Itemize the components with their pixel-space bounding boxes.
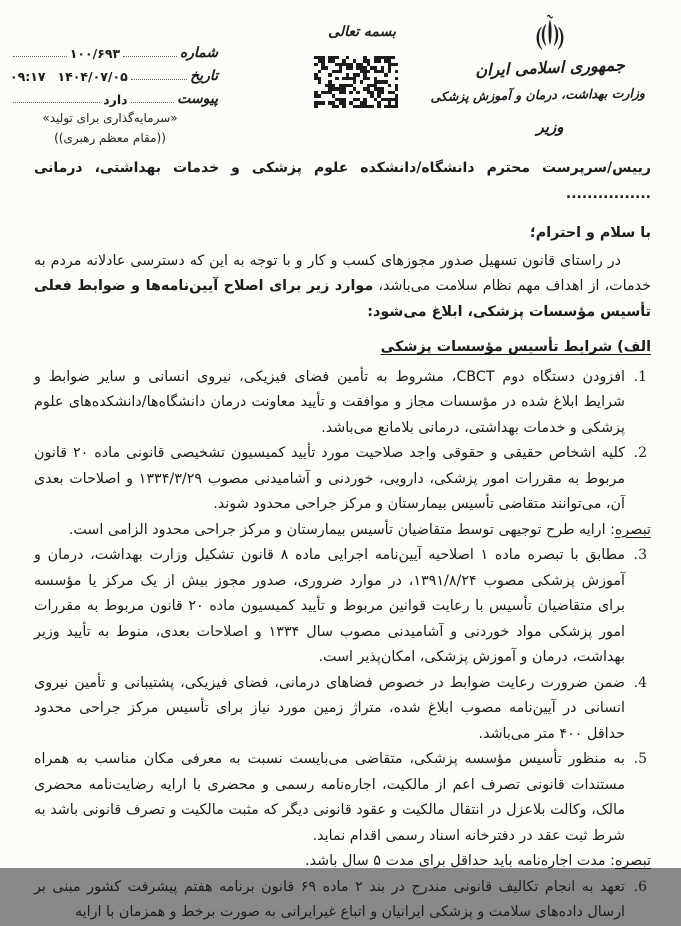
item-number: 6. [633, 878, 647, 895]
item-number: 2. [633, 445, 647, 461]
note-text: مدت اجاره‌نامه باید حداقل برای مدت ۵ سال باشد. [305, 853, 606, 869]
bismillah-text: بسمه تعالی [328, 24, 396, 40]
item-text: مطابق با تبصره ماده ۱ اصلاحیه آیین‌نامه اجرایی ماده ۸ قانون تشکیل وزارت بهداشت، درمان و آموزش پزشکی مصوب ۱۳۹۱/۸/۲۴، در موارد ضروری، صدور مجوز بیش از یک مرکز یا مؤسسه برای متقاضیان تأسیس با رعایت قوانین مربوط و تأیید کمیسیون ماده ۲۰ قانون مربوط به مقررات امور پزشکی مواد خوردنی و آشامیدنی مصوب سال ۱۳۳۴ و اصلاحات بعدی، منوط به تأیید وزیر بهداشت، درمان و آموزش پزشکی، امکان‌پذیر است. [34, 547, 625, 665]
dotted-leader [13, 102, 100, 103]
number-label: شماره [179, 45, 218, 61]
list-item-6 [34, 875, 651, 926]
item-number: 3. [633, 547, 647, 563]
meta-row-number [10, 38, 218, 61]
list-item-2 [34, 441, 651, 518]
motto-line-2: ((مقام معظم رهبری)) [54, 131, 166, 145]
item-text: افزودن دستگاه دوم CBCT، مشروط به تأمین فضای فیزیکی، نیروی انسانی و سایر ضوابط و شرایط ابلاغ شده در مؤسسات مجاز و موافقت و تأیید معاونت درمان دانشگاه‌ها/دانشکده‌های علوم پزشکی و خدمات بهداشتی، درمانی بلامانع می‌باشد. [34, 368, 625, 436]
date-value: ۱۴۰۴/۰۷/۰۵ [57, 69, 128, 84]
note-text: ارایه طرح توجیهی توسط متقاضیان تأسیس بیمارستان و مرکز جراحی محدود الزامی است. [68, 521, 606, 538]
gov-minister-title: وزیر [536, 118, 564, 136]
note-2 [34, 849, 651, 875]
intro-paragraph [34, 249, 651, 326]
time-value: ۰۹:۱۷ [10, 69, 46, 84]
item-number: 4. [633, 674, 647, 691]
letter-body [34, 156, 651, 926]
dotted-leader [131, 102, 175, 103]
item-number: 1. [633, 368, 647, 385]
gov-country-name: جمهوری اسلامی ایران [475, 55, 625, 80]
gov-ministry-name: وزارت بهداشت، درمان و آموزش پزشکی [430, 85, 646, 105]
list-item-5 [34, 747, 651, 849]
item-text: کلیه اشخاص حقیقی و حقوقی واجد صلاحیت مورد تأیید کمیسیون تشخیصی قانونی ماده ۲۰ قانون مربوط به مقررات امور پزشکی، دارویی، خوردنی و آشامیدنی مصوب ۱۳۳۴/۳/۲۹ و اصلاحات بعدی آن، می‌توانند متقاضی تأسیس بیمارستان و مرکز جراحی محدود شوند. [34, 445, 626, 512]
attachment-label: پیوست [177, 91, 218, 107]
recipient-line: رییس/سرپرست محترم دانشگاه/دانشکده علوم پزشکی و خدمات بهداشتی، درمانی ................ [34, 160, 651, 202]
item-text: ضمن ضرورت رعایت ضوابط در خصوص فضاهای درمانی، فضای فیزیکی، پشتیبانی و تأمین نیروی انسانی در آیین‌نامه مصوب ابلاغ شده، متراژ زمین مورد نیاز برای تأسیس مرکز جراحی محدود حداقل ۴۰۰ متر می‌باشد. [34, 674, 625, 742]
meta-row-date [10, 61, 218, 84]
intro-normal-text: در راستای قانون تسهیل صدور مجوزهای کسب و کار و با توجه به این که دسترسی عادلانه مردم به خدمات، از اهداف مهم نظام سلامت می‌باشد، [34, 252, 651, 294]
date-label: تاریخ [190, 68, 218, 84]
dotted-leader [13, 56, 67, 57]
list-item-3 [34, 543, 651, 671]
dotted-leader [131, 79, 187, 80]
number-value: ۱۰۰/۶۹۳ [69, 46, 121, 61]
note-label: تبصره [614, 521, 651, 538]
item-text: به منظور تأسیس مؤسسه پزشکی، متقاضی می‌بایست نسبت به معرفی مکان مناسب به همراه مستندات قانونی تصرف اعم از مالکیت، اجاره‌نامه رسمی و محضری با ارایه رضایت‌نامه محضری مالک، وکالت بلاعزل در انتقال مالکیت و عقود قانونی دیگر که مثبت مالکیت و تصرف قانونی باشد به شرط ثبت عقد در دفترخانه اسناد رسمی اقدام نماید. [34, 751, 625, 844]
qr-code [314, 56, 398, 108]
motto-block [14, 108, 206, 148]
item-text: تعهد به انجام تکالیف قانونی مندرج در بند ۲ ماده ۶۹ قانون برنامه هفتم پیشرفت کشور مبنی بر ارسال داده‌های سلامت و پزشکی ایرانیان و اتباع غیرایرانی به صورت برخط و همزمان با ارایه [34, 878, 625, 920]
section-a-heading: الف) شرایط تأسیس مؤسسات پزشکی [380, 339, 651, 355]
intro-bold-text: موارد زیر برای اصلاح آیین‌نامه‌ها و ضوابط فعلی تأسیس مؤسسات پزشکی، ابلاغ می‌شود: [34, 278, 651, 320]
attachment-value: دارد [103, 92, 128, 107]
government-header [430, 14, 646, 136]
note-label: تبصره [614, 853, 651, 869]
list-item-4 [34, 671, 651, 748]
dotted-leader [123, 56, 177, 57]
item-number: 5. [633, 751, 647, 767]
motto-line-1: «سرمایه‌گذاری برای تولید» [42, 111, 178, 125]
letter-meta-block [10, 38, 218, 107]
meta-row-attachment [10, 84, 218, 107]
list-item-1 [34, 365, 651, 442]
iran-emblem-icon [530, 14, 570, 56]
note-1 [34, 518, 651, 544]
note-colon: : [605, 521, 615, 538]
note-colon: : [605, 853, 615, 869]
salutation-line: با سلام و احترام؛ [530, 225, 651, 241]
